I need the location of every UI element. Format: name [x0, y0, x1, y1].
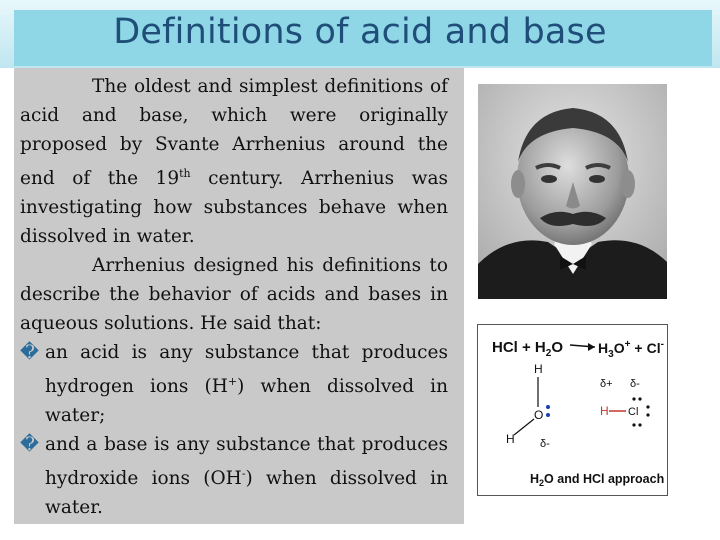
svg-text:HCl + H2O — [492, 339, 563, 359]
delta-minus-cl: δ- — [630, 378, 640, 390]
product-right-charge: - — [660, 339, 664, 350]
body-text — [20, 72, 448, 522]
product-right: Cl — [646, 340, 661, 356]
bullet-marker-icon: � — [20, 342, 39, 364]
portrait-illustration — [478, 84, 667, 299]
svg-text:H3O++Cl- — [598, 339, 664, 360]
plus-sign: + — [634, 340, 643, 356]
bullet-acid-tail: ) when dissolved in water; — [45, 376, 448, 427]
svg-text:H2O and HCl approach — [530, 472, 664, 488]
paragraph-2: Arrhenius designed his definitions to describe the behavior of acids and bases in aqueous solutions. He said that: — [20, 255, 448, 335]
hcl-water-diagram — [478, 325, 667, 495]
bullet-base-tail: ) when dissolved in water. — [45, 468, 448, 519]
atom-o: O — [534, 408, 544, 422]
bullet-base — [20, 430, 448, 522]
paragraph-1-tail: century. Arrhenius was investigating how substances behave when dissolved in water. — [20, 168, 448, 248]
bullet-marker-icon: � — [20, 434, 39, 456]
product-left: H — [598, 340, 609, 356]
bullet-acid-superscript: + — [227, 375, 238, 389]
slide-title: Definitions of acid and base — [113, 12, 607, 52]
product-o: O — [613, 340, 625, 356]
atom-h-top: H — [534, 362, 543, 376]
bullet-base-text: and a base is any substance that produces hydroxide ions (OH — [45, 434, 448, 490]
bullet-acid — [20, 338, 448, 430]
delta-plus: δ+ — [600, 378, 613, 390]
caption-sub: 2 — [539, 478, 545, 488]
paragraph-1 — [20, 72, 448, 251]
product-sub: 3 — [608, 349, 614, 360]
atom-h-left: H — [506, 432, 515, 446]
equation-sub: 2 — [545, 348, 552, 359]
equation-o: O — [551, 339, 563, 356]
paragraph-1-text: The oldest and simplest definitions of acid and base, which were originally proposed by Svante Arrhenius around the end of the 19 — [20, 76, 448, 190]
caption-right: O and HCl approach — [544, 472, 665, 486]
delta-minus-o: δ- — [540, 438, 550, 450]
text-panel — [14, 68, 464, 524]
atom-cl: Cl — [628, 406, 639, 418]
caption-left: H — [530, 472, 540, 486]
product-charge: + — [624, 339, 631, 350]
reaction-diagram — [477, 324, 668, 496]
atom-h-mid: H — [600, 404, 609, 418]
arrhenius-portrait — [478, 84, 667, 299]
equation-left: HCl + H — [492, 339, 546, 356]
paragraph-1-superscript: th — [179, 167, 191, 180]
bullet-base-superscript: - — [241, 467, 246, 481]
bullet-acid-text: an acid is any substance that produces hydrogen ions (H — [45, 342, 448, 398]
